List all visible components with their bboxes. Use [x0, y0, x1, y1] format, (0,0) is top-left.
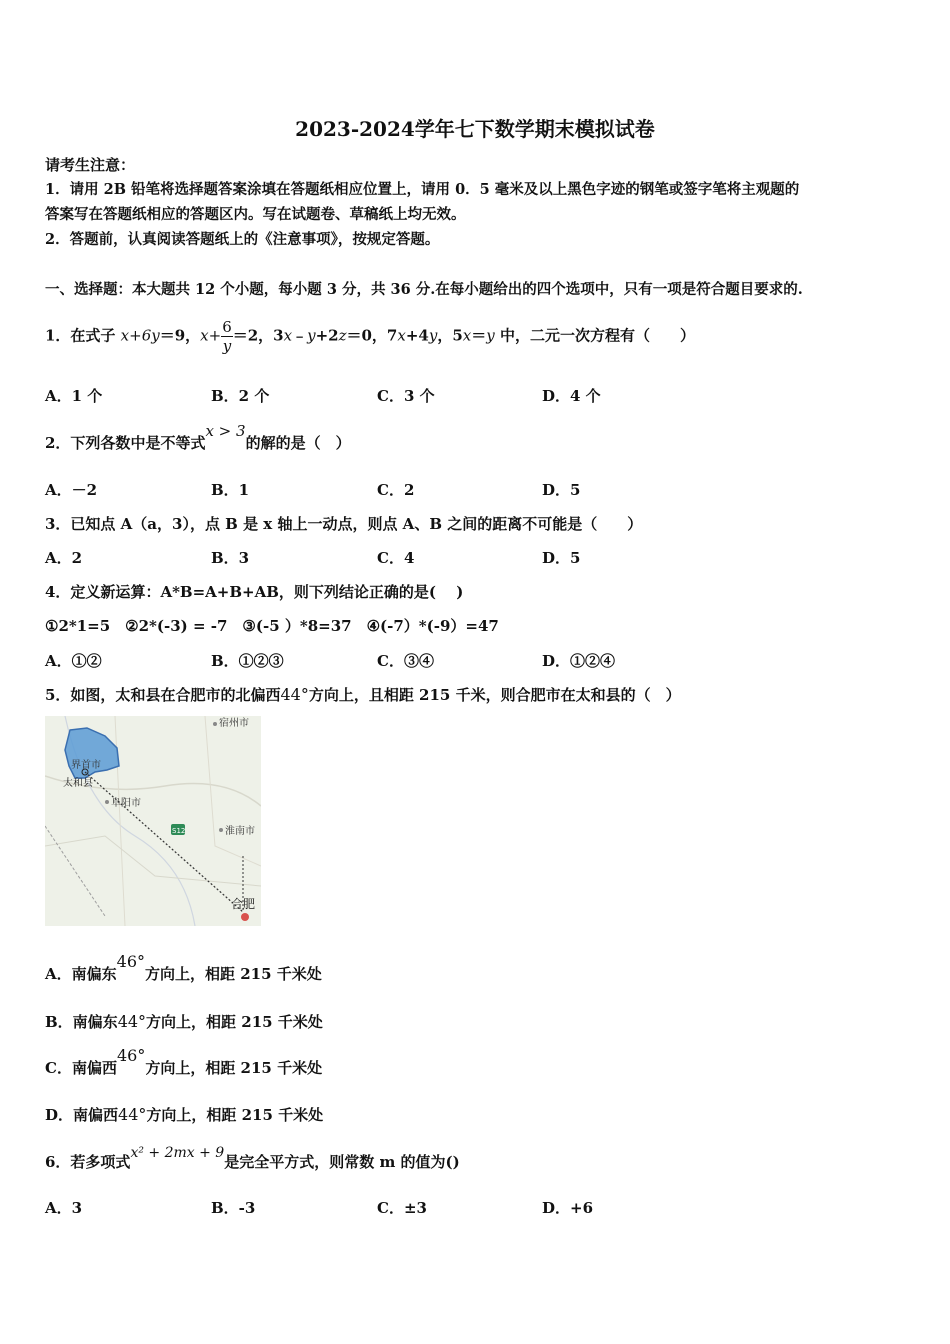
huainan-dot	[219, 828, 223, 832]
q1-fraction: $\frac{6}{y}$	[222, 318, 232, 355]
question-5: 5．如图，太和县在合肥市的北偏西44°方向上，且相距 215 千米，则合肥市在太和县的（ ）	[45, 685, 681, 704]
q4-option-a: A．①②	[45, 652, 102, 670]
label-road: S12	[172, 827, 186, 835]
q5-option-a: A．南偏东46°方向上，相距 215 千米处	[45, 952, 322, 983]
q5-option-c: C．南偏西46°方向上，相距 215 千米处	[45, 1046, 323, 1077]
q2-option-b: B．1	[211, 481, 250, 499]
q3-option-d: D．5	[542, 549, 581, 567]
q1-option-d: D．4 个	[542, 387, 601, 405]
q1-text: 1．在式子	[45, 326, 121, 345]
fuyang-dot	[105, 800, 109, 804]
q2-option-c: C．2	[377, 481, 415, 499]
question-2: 2．下列各数中是不等式x > 3的解的是（ ）	[45, 422, 351, 452]
notice-heading: 请考生注意：	[45, 156, 136, 174]
q4-option-b: B．①②③	[211, 652, 284, 670]
question-1: 1．在式子 x+6y＝9，x+ $\frac{6}{y}$ ＝2，3x﹣y+2z＝0，7x+4y，5x＝y 中，二元一次方程有（ ）	[45, 318, 695, 355]
label-suzhou: 宿州市	[219, 718, 249, 729]
question-3: 3．已知点 A（a，3），点 B 是 x 轴上一动点，则点 A、B 之间的距离不可能是（ ）	[45, 515, 643, 533]
page-title: 2023-2024学年七下数学期末模拟试卷	[295, 117, 655, 141]
q4-statements: ①2*1=5 ②2*(-3) = -7 ③(-5 ）*8=37 ④(-7）*(-9）=47	[45, 617, 499, 635]
notice-line-2: 2．答题前，认真阅读答题纸上的《注意事项》，按规定答题。	[45, 231, 440, 248]
q3-option-b: B．3	[211, 549, 250, 567]
q2-option-d: D．5	[542, 481, 581, 499]
q2-inequality: x > 3	[205, 422, 246, 440]
suzhou-dot	[213, 722, 217, 726]
q5-angle: 44°	[280, 685, 309, 704]
q6-option-a: A．3	[45, 1199, 83, 1217]
q5-option-b: B．南偏东44°方向上，相距 215 千米处	[45, 1012, 323, 1031]
label-fuyang: 阜阳市	[111, 798, 141, 809]
q6-option-b: B．-3	[211, 1199, 256, 1217]
question-6: 6．若多项式x² + 2mx + 9是完全平方式，则常数 m 的值为()	[45, 1145, 460, 1171]
label-jieshou: 界首市	[71, 760, 101, 771]
q1-option-a: A．1 个	[45, 387, 103, 405]
map-figure	[45, 716, 261, 926]
section-heading: 一、选择题：本大题共 12 个小题，每小题 3 分，共 36 分.在每小题给出的四个选项中，只有一项是符合题目要求的.	[45, 281, 803, 298]
q2-option-a: A．－2	[45, 481, 98, 499]
hefei-marker	[241, 913, 249, 921]
notice-line-1a: 1．请用 2B 铅笔将选择题答案涂填在答题纸相应位置上，请用 0．5 毫米及以上黑色字迹的钢笔或签字笔将主观题的	[45, 181, 800, 198]
question-4: 4．定义新运算：A*B=A+B+AB，则下列结论正确的是( )	[45, 583, 464, 601]
q6-option-d: D．+6	[542, 1199, 594, 1217]
label-hefei: 合肥	[231, 897, 256, 911]
label-huainan: 淮南市	[225, 826, 255, 837]
q3-option-c: C．4	[377, 549, 415, 567]
q1-option-c: C．3 个	[377, 387, 435, 405]
q1-option-b: B．2 个	[211, 387, 270, 405]
notice-line-1b: 答案写在答题纸相应的答题区内。写在试题卷、草稿纸上均无效。	[45, 206, 466, 223]
q4-option-c: C．③④	[377, 652, 434, 670]
q4-option-d: D．①②④	[542, 652, 616, 670]
q5-option-d: D．南偏西44°方向上，相距 215 千米处	[45, 1105, 324, 1124]
q3-option-a: A．2	[45, 549, 83, 567]
label-taihe: 太和县	[63, 778, 93, 789]
q6-polynomial: x² + 2mx + 9	[130, 1145, 225, 1161]
q6-option-c: C．±3	[377, 1199, 427, 1217]
